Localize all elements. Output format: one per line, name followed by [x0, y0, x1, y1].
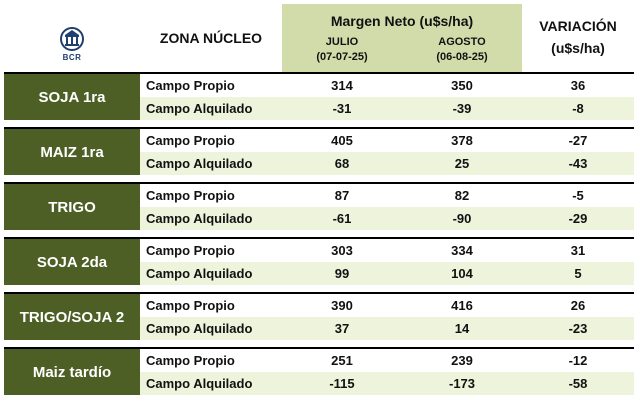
crop-label: Maiz tardío [4, 349, 140, 395]
crop-label: TRIGO [4, 184, 140, 230]
julio-value: 37 [334, 321, 350, 336]
table-row [140, 372, 634, 395]
row-label: Campo Alquilado [146, 376, 253, 391]
margin-table [4, 4, 634, 403]
crop-label: SOJA 2da [4, 239, 140, 285]
row-label: Campo Propio [146, 243, 235, 258]
agosto-value: 25 [454, 156, 470, 171]
crop-label: TRIGO/SOJA 2 [4, 294, 140, 340]
row-label: Campo Alquilado [146, 211, 253, 226]
variacion-value: -29 [568, 211, 588, 226]
julio-label: JULIO [325, 36, 359, 48]
row-label: Campo Propio [146, 188, 235, 203]
table-row [140, 152, 634, 175]
agosto-value: 14 [454, 321, 470, 336]
logo-cell [4, 4, 140, 72]
row-label: Campo Alquilado [146, 156, 253, 171]
crop-group [4, 239, 634, 285]
agosto-value: 82 [454, 188, 470, 203]
agosto-value: 378 [451, 133, 473, 148]
agosto-value: -39 [452, 101, 472, 116]
bcr-logo [54, 26, 90, 66]
margen-neto-header [282, 4, 522, 72]
variacion-value: 31 [570, 243, 586, 258]
row-label: Campo Propio [146, 298, 235, 313]
julio-value: 68 [334, 156, 350, 171]
variacion-value: -43 [568, 156, 588, 171]
agosto-value: 350 [451, 78, 473, 93]
table-row [140, 262, 634, 285]
julio-value: 314 [331, 78, 353, 93]
variacion-value: 36 [570, 78, 586, 93]
variacion-value: -58 [568, 376, 588, 391]
row-label: Campo Propio [146, 78, 235, 93]
logo-text: BCR [62, 53, 82, 62]
crop-group [4, 129, 634, 175]
crop-group [4, 294, 634, 340]
crop-label: SOJA 1ra [4, 74, 140, 120]
julio-value: 405 [331, 133, 353, 148]
agosto-date: (06-08-25) [436, 51, 488, 63]
variacion-value: -8 [572, 101, 584, 116]
agosto-value: -90 [452, 211, 472, 226]
variacion-value: 5 [574, 266, 582, 281]
row-label: Campo Propio [146, 353, 235, 368]
agosto-value: 416 [451, 298, 473, 313]
julio-value: 390 [331, 298, 353, 313]
table-row [140, 184, 634, 207]
julio-value: 303 [331, 243, 353, 258]
zona-nucleo-heading: ZONA NÚCLEO [159, 30, 263, 46]
bcr-emblem-icon [54, 26, 90, 52]
agosto-value: -173 [448, 376, 476, 391]
crop-label: MAIZ 1ra [4, 129, 140, 175]
table-row [140, 349, 634, 372]
table-header [4, 4, 634, 72]
julio-value: -115 [329, 376, 355, 391]
table-row [140, 74, 634, 97]
julio-date: (07-07-25) [316, 51, 368, 63]
crop-group [4, 349, 634, 395]
variacion-value: -27 [568, 133, 588, 148]
agosto-label: AGOSTO [438, 36, 486, 48]
julio-column-header [282, 35, 402, 65]
row-label: Campo Propio [146, 133, 235, 148]
agosto-column-header [402, 35, 522, 65]
table-row [140, 317, 634, 340]
crop-group [4, 184, 634, 230]
julio-value: -31 [332, 101, 352, 116]
variacion-value: 26 [570, 298, 586, 313]
agosto-value: 104 [451, 266, 473, 281]
row-label: Campo Alquilado [146, 266, 253, 281]
table-row [140, 294, 634, 317]
julio-value: -61 [332, 211, 352, 226]
table-row [140, 97, 634, 120]
julio-value: 87 [334, 188, 350, 203]
variacion-value: -12 [568, 353, 588, 368]
table-row [140, 207, 634, 230]
table-row [140, 239, 634, 262]
agosto-value: 334 [451, 243, 473, 258]
variacion-value: -23 [568, 321, 588, 336]
row-label: Campo Alquilado [146, 101, 253, 116]
julio-value: 99 [334, 266, 350, 281]
variacion-value: -5 [572, 188, 584, 203]
crop-group [4, 74, 634, 120]
julio-value: 251 [331, 353, 353, 368]
variacion-label: VARIACIÓN [539, 18, 617, 34]
margen-neto-title: Margen Neto (u$s/ha) [330, 13, 474, 29]
variacion-column-header [522, 4, 634, 72]
variacion-unit: (u$s/ha) [551, 40, 605, 56]
table-row [140, 129, 634, 152]
row-label: Campo Alquilado [146, 321, 253, 336]
agosto-value: 239 [451, 353, 473, 368]
